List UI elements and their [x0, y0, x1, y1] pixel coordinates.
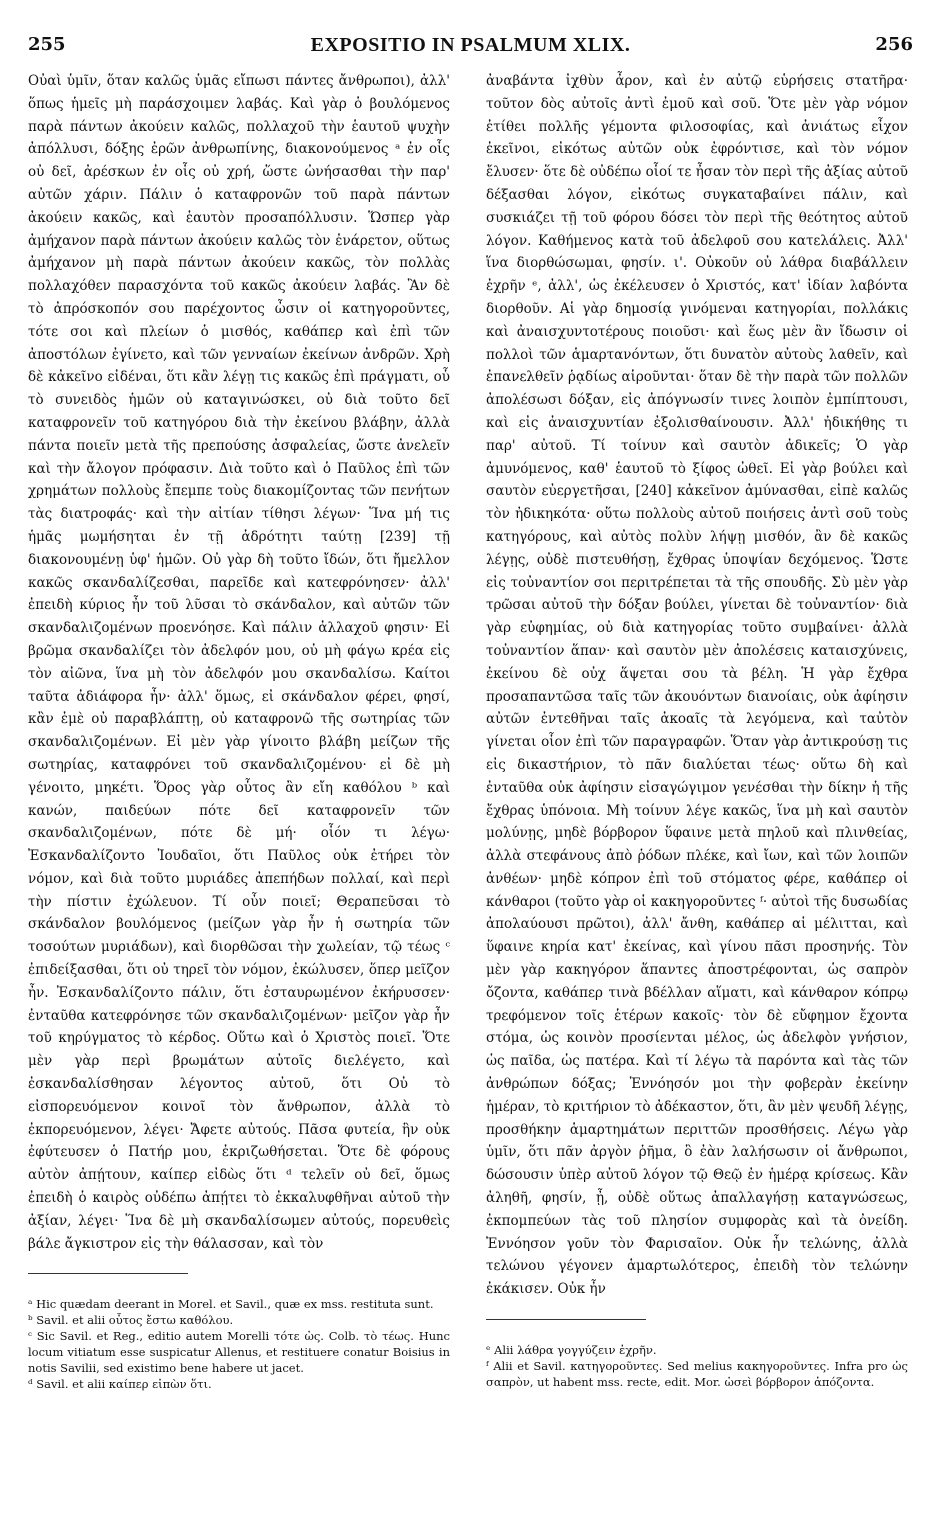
right-column: [486, 70, 908, 1390]
right-page-number: 256: [875, 34, 913, 55]
footnote-d: ᵈ Savil. et alii καίπερ εἰπὼν ὅτι.: [28, 1377, 212, 1392]
right-column-text: ἀναβάντα ἰχθὺν ἆρον, καὶ ἐν αὐτῷ εὑρήσεις στατῆρα· τοῦτον δὸς αὐτοῖς ἀντὶ ἐμοῦ καὶ σοῦ. Ὅτε μὲν γὰρ νόμον ἐτίθει πολλῆς γέμοντα φιλοσοφίας, καὶ ἀνιάτως εἶχον ἐκεῖνοι, εἰκότως αὐτῶν οὐκ ἐφρόντισε, καὶ τὸν νόμον ἔλυσεν· ὅτε δὲ οὐδέπω οἷοί τε ἦσαν τὸν περὶ τῆς ἀξίας αὐτοῦ δέξασθαι λόγον, εἰκότως συγκαταβαίνει πάλιν, καὶ συσκιάζει τῇ τοῦ φόρου δόσει τὸν περὶ τῆς θεότητος αὐτοῦ λόγον. Καθήμενος κατὰ τοῦ ἀδελφοῦ σου κατελάλεις. Ἀλλ' ἵνα διορθώσωμαι, φησίν. ι'. Οὐκοῦν οὐ λάθρα διαβάλλειν ἐχρῆν ᵉ, ἀλλ', ὡς ἐκέλευσεν ὁ Χριστός, κατ' ἰδίαν λαβόντα διορθοῦν. Αἱ γὰρ δημοσίᾳ γινόμεναι κατηγορίαι, πολλάκις καὶ ἀναισχυντοτέρους ποιοῦσι· καὶ ἕως μὲν ἂν ἴδωσιν οἱ πολλοὶ τῶν ἁμαρτανόντων, ὅτι δυνατὸν αὐτοὺς λαθεῖν, καὶ ἐπανελθεῖν ῥᾳδίως αἱροῦνται· ὅταν δὲ τὴν παρὰ τῶν πολλῶν ἀπολέσωσι δόξαν, εἰς ἀπόγνωσίν τινες λοιπὸν ἐμπίπτουσι, καὶ εἰς ἀναισχυντίαν ἐξολισθαίνουσιν. Ἀλλ' ἠδικήθης τι παρ' αὐτοῦ. Τί τοίνυν καὶ σαυτὸν ἀδικεῖς; Ὁ γὰρ ἀμυνόμενος, καθ' ἑαυτοῦ τὸ ξίφος ὠθεῖ. Εἰ γὰρ βούλει καὶ σαυτὸν εὐεργετῆσαι, [240] κἀκεῖνον ἀμύνασθαι, εἰπὲ καλῶς τὸν ἠδικηκότα· οὕτω πολλοὺς αὐτοῦ ποιήσεις ἀντὶ σοῦ τοὺς κατηγόρους, καὶ αὐτὸς πολὺν λήψῃ μισθόν, ἂν δὲ κακῶς λέγῃς, οὐδὲ πιστευθήσῃ, ἔχθρας ὑποψίαν δεχόμενος. Ὥστε εἰς τοὐναντίον σοι περιτρέπεται τὰ τῆς σπουδῆς. Σὺ μὲν γὰρ τρῶσαι αὐτοῦ τὴν δόξαν βούλει, γίνεται δὲ τοὐναντίον· διὰ γὰρ εὐφημίας, οὐ διὰ κατηγορίας τοῦτο συμβαίνει· ἀλλὰ τοὐναντίον ἅπαν· καὶ σαυτὸν μὲν ἀπολέσεις καταισχύνεις, ἐκείνου δὲ οὐχ ἅψεται σου τὰ βέλη. Ἡ γὰρ ἔχθρα προσαπαντῶσα ταῖς τῶν ἀκουόντων διανοίαις, οὐκ ἀφίησιν αὐτῶν ἐντεθῆναι ταῖς ἀκοαῖς τὰ λεγόμενα, καὶ ταὐτὸν γίνεται οἷον ἐπὶ τῶν παραγραφῶν. Ὅταν γὰρ ἀντικρούσῃ τις εἰς δικαστήριον, τὸ πᾶν διαλύεται τέως· οὕτω δὴ καὶ ἐνταῦθα οὐκ ἀφίησιν εἰσαγώγιμον γενέσθαι τὴν δίκην ἡ τῆς ἔχθρας ὑπόνοια. Μὴ τοίνυν λέγε κακῶς, ἵνα μὴ καὶ σαυτὸν μολύνῃς, μηδὲ βόρβορον ὕφαινε μετὰ πηλοῦ καὶ πλινθείας, ἀλλὰ στεφάνους ἀπὸ ῥόδων πλέκε, καὶ ἴων, καὶ τῶν λοιπῶν ἀνθέων· μηδὲ κόπρον ἐπὶ τοῦ στόματος φέρε, καθάπερ οἱ κάνθαροι (τοῦτο γὰρ οἱ κακηγοροῦντες ᶠ· αὐτοὶ τῆς δυσωδίας ἀπολαύουσι πρῶτοι), ἀλλ' ἄνθη, καθάπερ αἱ μέλιτται, καὶ ὕφαινε κηρία κατ' ἐκείνας, καὶ γίνου πᾶσι προσηνής. Τὸν μὲν γὰρ κακηγόρον ἅπαντες ἀποστρέφονται, ὡς σαπρὸν ὄζοντα, καθάπερ τινὰ βδέλλαν αἵματι, καὶ κάνθαρον κόπρῳ τρεφόμενον τοῖς ἑτέρων κακοῖς· τὸν δὲ εὔφημον ἔχοντα στόμα, ὡς κοινὸν προσίενται μέλος, ὡς ἀδελφὸν γνήσιον, ὡς παῖδα, ὡς πατέρα. Καὶ τί λέγω τὰ παρόντα καὶ τὰς τῶν ἀνθρώπων δόξας; Ἐννόησόν μοι τὴν φοβερὰν ἐκείνην ἡμέραν, τὸ κριτήριον τὸ ἀδέκαστον, ὅτι, ἂν μὲν ψευδῆ λέγῃς, προσθήκην ἁμαρτημάτων περιττῶν προσθήσεις. Λέγω γὰρ ὑμῖν, ὅτι πᾶν ἀργὸν ῥῆμα, ὃ ἐὰν λαλήσωσιν οἱ ἄνθρωποι, δώσουσιν ὑπὲρ αὐτοῦ λόγον τῷ Θεῷ ἐν ἡμέρᾳ κρίσεως. Κἂν ἀληθῆ, φησίν, ᾖ, οὐδὲ οὕτως ἀπαλλαγήσῃ καταγνώσεως, ἐκπομπεύων τὰς τοῦ πλησίον συμφορὰς καὶ τὰ ὀνείδη. Ἐννόησον γοῦν τὸν Φαρισαῖον. Οὐκ ἦν τελώνης, ἀλλὰ τελώνου γέγονεν ἁμαρτωλότερος, ἐπειδὴ τὸν τελώνην ἐκάκισεν. Οὐκ ἦν: [486, 73, 908, 1298]
footnote-rule: [28, 1273, 188, 1274]
running-title: EXPOSITIO IN PSALMUM XLIX.: [310, 34, 631, 56]
footnote-e: ᵉ Alii λάθρα γογγύζειν ἐχρῆν.: [486, 1343, 657, 1358]
left-footnotes: [28, 1296, 450, 1392]
right-footnotes: [486, 1342, 908, 1390]
left-column-text: Οὐαὶ ὑμῖν, ὅταν καλῶς ὑμᾶς εἴπωσι πάντες ἄνθρωποι), ἀλλ' ὅπως ἡμεῖς μὴ παράσχοιμεν λαβάς. Καὶ γὰρ ὁ βουλόμενος παρὰ πάντων ἀκούειν καλῶς, πολλαχοῦ τὴν ἑαυτοῦ ψυχὴν ἀπόλλυσι, δόξης ἐρῶν ἀνθρωπίνης, διακονούμενος ᵃ ἐν οἷς οὐ δεῖ, ἀρέσκων ἐν οἷς οὐ χρή, ὥστε ὠνήσασθαι τὴν παρ' αὐτῶν χάριν. Πάλιν ὁ καταφρονῶν τοῦ παρὰ πάντων ἀκούειν κακῶς, καὶ ἑαυτὸν προσαπόλλυσιν. Ὥσπερ γὰρ ἀμήχανον παρὰ πάντων ἀκούειν καλῶς τὸν ἐνάρετον, οὕτως ἀμήχανον μὴ παρὰ πάντων ἀκούειν κακῶς, τὸν πολλὰς πολλαχόθεν παρασχόντα τοῦ κακῶς ἀκούειν λαβάς. Ἂν δὲ τὸ ἀπρόσκοπόν σου παρέχοντος ὦσιν οἱ κατηγοροῦντες, τότε σοι καὶ πλείων ὁ μισθός, καθάπερ καὶ ἐπὶ τῶν ἀποστόλων ἐγίνετο, καὶ τῶν γενναίων ἐκείνων ἀνδρῶν. Χρὴ δὲ κἀκεῖνο εἰδέναι, ὅτι κἂν λέγῃ τις κακῶς ἐπὶ πράγματι, οὗ τὸ συνειδὸς ἡμῶν οὐ καταγινώσκει, οὐ διὰ τοῦτο δεῖ καταφρονεῖν τοῦ κατηγόρου διὰ τὴν ἐκείνου βλάβην, ἀλλὰ πάντα ποιεῖν μετὰ τῆς πρεπούσης ἀσφαλείας, ὥστε ἀνελεῖν καὶ τὴν ἄλογον πρόφασιν. Διὰ τοῦτο καὶ ὁ Παῦλος ἐπὶ τῶν χρημάτων πολλοὺς ἔπεμπε τοὺς διακομίζοντας τῶν πενήτων τὰς διατροφάς· καὶ τὴν αἰτίαν τίθησι λέγων· Ἵνα μή τις ἡμᾶς μωμήσηται ἐν τῇ ἁδρότητι ταύτῃ [239] τῇ διακονουμένῃ ὑφ' ἡμῶν. Οὐ γὰρ δὴ τοῦτο ἴδών, ὅτι ἤμελλον κακῶς σκανδαλίζεσθαι, παρεῖδε καὶ κατεφρόνησεν· ἀλλ' ἐπειδὴ κύριος ἦν τοῦ λῦσαι τὸ σκάνδαλον, καὶ αὐτῶν τῶν σκανδαλιζομένων προενόησε. Καὶ πάλιν ἀλλαχοῦ φησιν· Εἰ βρῶμα σκανδαλίζει τὸν ἀδελφόν μου, οὐ μὴ φάγω κρέα εἰς τὸν αἰῶνα, ἵνα μὴ τὸν ἀδελφόν μου σκανδαλίσω. Καίτοι ταῦτα ἀδιάφορα ἦν· ἀλλ' ὅμως, εἰ σκάνδαλον φέρει, φησί, κἂν ἐμὲ οὐ παραβλάπτῃ, οὐ καταφρονῶ τῆς σωτηρίας τῶν σκανδαλιζομένων. Εἰ μὲν γὰρ γίνοιτο βλάβη μείζων τῆς σωτηρίας, καταφρόνει τοῦ σκανδαλιζομένου· εἰ δὲ μὴ γένοιτο, μηκέτι. Ὅρος γὰρ οὗτος ἂν εἴη καθόλου ᵇ καὶ κανών, παιδεύων πότε δεῖ καταφρονεῖν τῶν σκανδαλιζομένων, πότε δὲ μή· οἷόν τι λέγω· Ἐσκανδαλίζοντο Ἰουδαῖοι, ὅτι Παῦλος οὐκ ἐτήρει τὸν νόμον, καὶ διὰ τοῦτο μυριάδες ἀπεπήδων πολλαί, καὶ περὶ τὴν πίστιν ἐχώλευον. Τί οὖν ποιεῖ; Θεραπεῦσαι τὸ σκάνδαλον βουλόμενος (μείζων γὰρ ἦν ἡ σωτηρία τῶν τοσούτων μυριάδων), καὶ διορθῶσαι τὴν χωλείαν, τῷ τέως ᶜ ἐπιδείξασθαι, ὅτι οὐ τηρεῖ τὸν νόμον, ἐκώλυσεν, ὅπερ μεῖζον ἦν. Ἐσκανδαλίζοντο πάλιν, ὅτι ἐσταυρωμένον ἐκήρυσσεν· ἐνταῦθα κατεφρόνησε τῶν σκανδαλιζομένων· μεῖζον γὰρ ἦν τοῦ κηρύγματος τὸ κέρδος. Οὕτω καὶ ὁ Χριστὸς ποιεῖ. Ὅτε μὲν γὰρ περὶ βρωμάτων αὐτοῖς διελέγετο, καὶ ἐσκανδαλίσθησαν λέγοντος αὐτοῦ, ὅτι Οὐ τὸ εἰσπορευόμενον κοινοῖ τὸν ἄνθρωπον, ἀλλὰ τὸ ἐκπορευόμενον, λέγει· Ἄφετε αὐτούς. Πᾶσα φυτεία, ἣν οὐκ ἐφύτευσεν ὁ Πατήρ μου, ἐκριζωθήσεται. Ὅτε δὲ φόρους αὐτὸν ἀπῄτουν, καίπερ εἰδὼς ὅτι ᵈ τελεῖν οὐ δεῖ, ὅμως ἐπειδὴ ὁ καιρὸς οὐδέπω ἀπῄτει τὸ ἐκκαλυφθῆναι αὐτοῦ τὴν ἀξίαν, λέγει· Ἵνα δὲ μὴ σκανδαλίσωμεν αὐτούς, πορευθεὶς βάλε ἄγκιστρον εἰς τὴν θάλασσαν, καὶ τὸν: [28, 73, 450, 1252]
footnote-b: ᵇ Savil. et alii οὗτος ἔστω καθόλου.: [28, 1313, 234, 1328]
left-page-number: 255: [28, 34, 66, 55]
footnote-c: ᶜ Sic Savil. et Reg., editio autem Morelli τότε ὡς. Colb. τὸ τέως. Hunc locum vitiatum esse suspicatur Allenus, et restituere conatur Boisius in notis Savilii, sed existimo bene habere ut jacet.: [28, 1329, 450, 1376]
footnote-a: ᵃ Hic quædam deerant in Morel. et Savil., quæ ex mss. restituta sunt.: [28, 1297, 434, 1312]
footnote-rule: [486, 1319, 646, 1320]
page-header: [28, 34, 913, 62]
left-column: [28, 70, 450, 1392]
footnote-f: ᶠ Alii et Savil. κατηγοροῦντες. Sed melius κακηγοροῦντες. Infra pro ὡς σαπρὸν, ut habent mss. recte, edit. Mor. ὡσεὶ βόρβορον ἀπόζοντα.: [486, 1359, 908, 1390]
